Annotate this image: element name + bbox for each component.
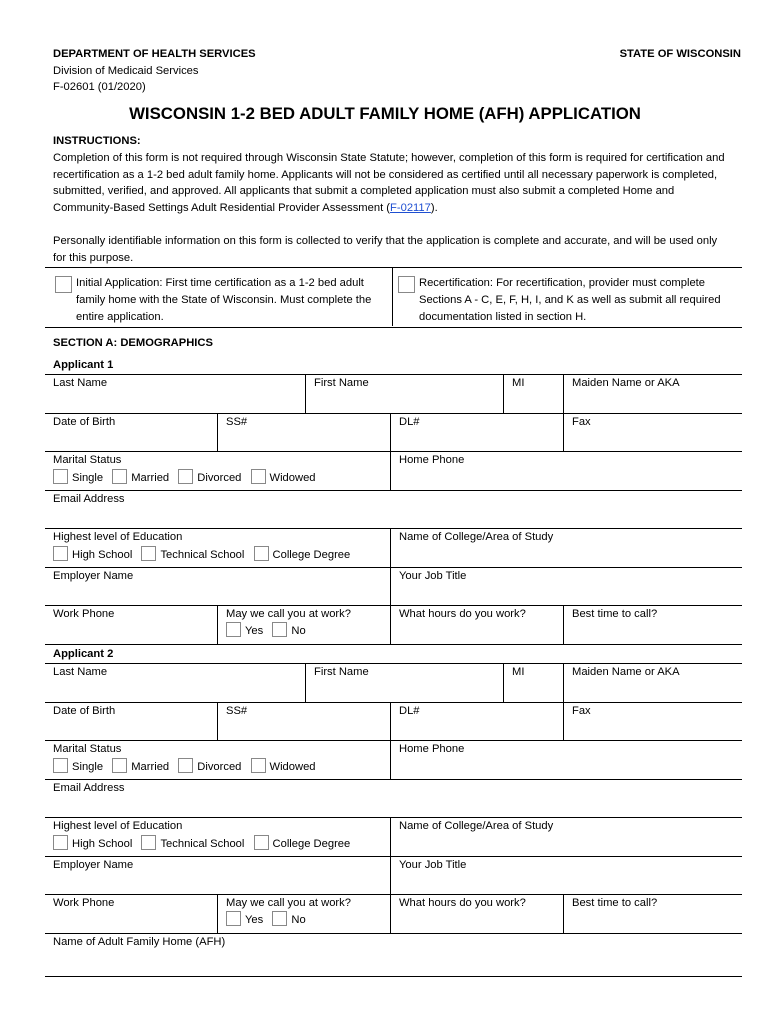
married-label: Married bbox=[131, 761, 170, 773]
marital-row bbox=[45, 740, 742, 779]
applicant-2-label: Applicant 2 bbox=[53, 648, 114, 660]
ssn-label: SS# bbox=[226, 415, 248, 428]
email-label: Email Address bbox=[53, 781, 125, 794]
dl-field[interactable] bbox=[390, 414, 563, 452]
afh-name-row bbox=[45, 933, 742, 977]
education-options bbox=[53, 546, 390, 561]
job-title-field[interactable] bbox=[390, 857, 742, 895]
instructions-text-end: ). bbox=[430, 202, 438, 215]
instructions-block bbox=[53, 133, 733, 267]
first-name-label: First Name bbox=[314, 666, 369, 678]
last-name-field[interactable] bbox=[45, 664, 305, 702]
home-phone-field[interactable] bbox=[390, 452, 742, 490]
email-field[interactable] bbox=[45, 491, 742, 529]
privacy-notice: Personally identifiable information on this form is collected to verify that the application is complete and accurate, and will be used only for this purpose. bbox=[53, 234, 718, 264]
widowed-label: Widowed bbox=[269, 472, 316, 484]
call-at-work-field bbox=[217, 606, 390, 644]
widowed-checkbox[interactable] bbox=[251, 469, 266, 484]
maiden-name-label: Maiden Name or AKA bbox=[572, 377, 680, 389]
first-name-label: First Name bbox=[314, 377, 369, 389]
initial-application-option[interactable] bbox=[55, 275, 380, 326]
marital-status-label: Marital Status bbox=[53, 743, 122, 755]
employer-label: Employer Name bbox=[53, 569, 134, 582]
technical-school-label: Technical School bbox=[160, 838, 245, 850]
afh-name-field[interactable] bbox=[45, 934, 742, 976]
maiden-name-label: Maiden Name or AKA bbox=[572, 666, 680, 678]
college-degree-label: College Degree bbox=[272, 549, 351, 561]
afh-name-label: Name of Adult Family Home (AFH) bbox=[53, 935, 226, 948]
instructions-text: Completion of this form is not required through Wisconsin State Statute; however, completion of this form is required for certification and recertification as a 1-2 bed adult family home. Applicants will not be considered as certified until all necessary paperwork is completed, submitted, verified, and approved. All applicants that submit a completed application must also submit a completed Home and Community-Based Settings Adult Residential Provider Assessment ( bbox=[53, 151, 725, 215]
divorced-checkbox[interactable] bbox=[178, 469, 193, 484]
recertification-checkbox[interactable] bbox=[398, 276, 415, 293]
work-phone-field[interactable] bbox=[45, 606, 217, 644]
high-school-checkbox[interactable] bbox=[53, 835, 68, 850]
college-name-field[interactable] bbox=[390, 818, 742, 856]
mi-label: MI bbox=[512, 377, 525, 389]
yes-label: Yes bbox=[245, 914, 264, 926]
mi-field[interactable] bbox=[503, 664, 563, 702]
email-field[interactable] bbox=[45, 780, 742, 818]
no-checkbox[interactable] bbox=[272, 622, 287, 637]
technical-school-label: Technical School bbox=[160, 549, 245, 561]
widowed-label: Widowed bbox=[269, 761, 316, 773]
home-phone-field[interactable] bbox=[390, 741, 742, 779]
first-name-field[interactable] bbox=[305, 375, 503, 413]
last-name-field[interactable] bbox=[45, 375, 305, 413]
employment-row bbox=[45, 567, 742, 606]
call-at-work-options bbox=[226, 622, 390, 637]
dob-field[interactable] bbox=[45, 703, 217, 741]
college-name-label: Name of College/Area of Study bbox=[399, 820, 554, 832]
dl-field[interactable] bbox=[390, 703, 563, 741]
ssn-field[interactable] bbox=[217, 414, 390, 452]
instructions-paragraph-1 bbox=[53, 150, 733, 217]
fax-field[interactable] bbox=[563, 414, 742, 452]
high-school-label: High School bbox=[72, 838, 133, 850]
marital-status-field bbox=[45, 452, 390, 490]
employer-label: Employer Name bbox=[53, 858, 134, 871]
no-label: No bbox=[291, 914, 306, 926]
call-at-work-field bbox=[217, 895, 390, 933]
high-school-checkbox[interactable] bbox=[53, 546, 68, 561]
yes-checkbox[interactable] bbox=[226, 911, 241, 926]
high-school-label: High School bbox=[72, 549, 133, 561]
work-hours-field[interactable] bbox=[390, 606, 563, 644]
email-row bbox=[45, 490, 742, 529]
employer-field[interactable] bbox=[45, 857, 390, 895]
education-label: Highest level of Education bbox=[53, 820, 183, 832]
home-phone-label: Home Phone bbox=[399, 454, 465, 466]
fax-label: Fax bbox=[572, 415, 591, 428]
state-name: STATE OF WISCONSIN bbox=[619, 48, 741, 60]
applicant-1-label: Applicant 1 bbox=[53, 359, 114, 371]
married-label: Married bbox=[131, 472, 170, 484]
employer-field[interactable] bbox=[45, 568, 390, 606]
marital-status-label: Marital Status bbox=[53, 454, 122, 466]
dob-field[interactable] bbox=[45, 414, 217, 452]
marital-status-field bbox=[45, 741, 390, 779]
fax-field[interactable] bbox=[563, 703, 742, 741]
email-row bbox=[45, 779, 742, 818]
best-time-label: Best time to call? bbox=[572, 897, 658, 909]
ssn-field[interactable] bbox=[217, 703, 390, 741]
education-options bbox=[53, 835, 390, 850]
id-row bbox=[45, 413, 742, 452]
contact-row bbox=[45, 894, 742, 933]
no-label: No bbox=[291, 625, 306, 637]
page-title: WISCONSIN 1-2 BED ADULT FAMILY HOME (AFH) APPLICATION bbox=[129, 104, 641, 123]
maiden-name-field[interactable] bbox=[563, 375, 742, 413]
best-time-field[interactable] bbox=[563, 606, 742, 644]
mi-label: MI bbox=[512, 666, 525, 678]
education-field bbox=[45, 818, 390, 856]
work-phone-label: Work Phone bbox=[53, 897, 115, 909]
recertification-option[interactable] bbox=[398, 275, 728, 326]
education-row bbox=[45, 528, 742, 567]
section-a-title: SECTION A: DEMOGRAPHICS bbox=[53, 337, 213, 349]
yes-checkbox[interactable] bbox=[226, 622, 241, 637]
work-hours-label: What hours do you work? bbox=[399, 608, 526, 620]
divorced-label: Divorced bbox=[197, 761, 242, 773]
id-row bbox=[45, 702, 742, 741]
single-label: Single bbox=[72, 472, 104, 484]
job-title-label: Your Job Title bbox=[399, 858, 467, 871]
education-row bbox=[45, 817, 742, 856]
job-title-field[interactable] bbox=[390, 568, 742, 606]
department-name: DEPARTMENT OF HEALTH SERVICES bbox=[53, 48, 256, 60]
education-label: Highest level of Education bbox=[53, 531, 183, 543]
divider bbox=[45, 327, 742, 328]
no-checkbox[interactable] bbox=[272, 911, 287, 926]
single-checkbox[interactable] bbox=[53, 758, 68, 773]
call-at-work-label: May we call you at work? bbox=[226, 608, 351, 620]
best-time-field[interactable] bbox=[563, 895, 742, 933]
f02117-link[interactable]: F-02117 bbox=[390, 202, 431, 215]
college-name-field[interactable] bbox=[390, 529, 742, 567]
call-at-work-label: May we call you at work? bbox=[226, 897, 351, 909]
division-name: Division of Medicaid Services bbox=[53, 64, 199, 77]
widowed-checkbox[interactable] bbox=[251, 758, 266, 773]
fax-label: Fax bbox=[572, 704, 591, 717]
technical-school-checkbox[interactable] bbox=[141, 546, 156, 561]
column-divider bbox=[392, 267, 393, 326]
home-phone-label: Home Phone bbox=[399, 743, 465, 755]
application-type-section bbox=[45, 267, 742, 327]
education-field bbox=[45, 529, 390, 567]
college-degree-checkbox[interactable] bbox=[254, 546, 269, 561]
work-hours-label: What hours do you work? bbox=[399, 897, 526, 909]
last-name-label: Last Name bbox=[53, 377, 108, 389]
maiden-name-field[interactable] bbox=[563, 664, 742, 702]
yes-label: Yes bbox=[245, 625, 264, 637]
instructions-heading: INSTRUCTIONS: bbox=[53, 135, 141, 147]
work-hours-field[interactable] bbox=[390, 895, 563, 933]
divorced-label: Divorced bbox=[197, 472, 242, 484]
married-checkbox[interactable] bbox=[112, 758, 127, 773]
name-row bbox=[45, 374, 742, 413]
dl-label: DL# bbox=[399, 704, 420, 717]
initial-application-label: Initial Application: First time certification as a 1-2 bed adult family home with the State of Wisconsin. Must complete the entire application. bbox=[76, 277, 372, 323]
name-row bbox=[45, 663, 742, 702]
applicant-2-grid bbox=[45, 663, 742, 977]
single-checkbox[interactable] bbox=[53, 469, 68, 484]
mi-field[interactable] bbox=[503, 375, 563, 413]
initial-application-checkbox[interactable] bbox=[55, 276, 72, 293]
college-degree-checkbox[interactable] bbox=[254, 835, 269, 850]
marital-options bbox=[53, 758, 390, 773]
single-label: Single bbox=[72, 761, 104, 773]
college-name-label: Name of College/Area of Study bbox=[399, 531, 554, 543]
form-header-left bbox=[53, 46, 256, 96]
work-phone-label: Work Phone bbox=[53, 608, 115, 620]
marital-row bbox=[45, 451, 742, 490]
technical-school-checkbox[interactable] bbox=[141, 835, 156, 850]
work-phone-field[interactable] bbox=[45, 895, 217, 933]
applicant-1-grid bbox=[45, 374, 742, 645]
call-at-work-options bbox=[226, 911, 390, 926]
form-number: F-02601 (01/2020) bbox=[53, 81, 146, 93]
last-name-label: Last Name bbox=[53, 666, 108, 678]
dob-label: Date of Birth bbox=[53, 704, 116, 717]
divorced-checkbox[interactable] bbox=[178, 758, 193, 773]
job-title-label: Your Job Title bbox=[399, 569, 467, 582]
best-time-label: Best time to call? bbox=[572, 608, 658, 620]
married-checkbox[interactable] bbox=[112, 469, 127, 484]
recertification-label: Recertification: For recertification, provider must complete Sections A - C, E, F, H, I, and K as well as submit all required documentation listed in section H. bbox=[419, 277, 721, 323]
contact-row bbox=[45, 605, 742, 645]
first-name-field[interactable] bbox=[305, 664, 503, 702]
marital-options bbox=[53, 469, 390, 484]
employment-row bbox=[45, 856, 742, 895]
dl-label: DL# bbox=[399, 415, 420, 428]
college-degree-label: College Degree bbox=[272, 838, 351, 850]
ssn-label: SS# bbox=[226, 704, 248, 717]
email-label: Email Address bbox=[53, 492, 125, 505]
dob-label: Date of Birth bbox=[53, 415, 116, 428]
